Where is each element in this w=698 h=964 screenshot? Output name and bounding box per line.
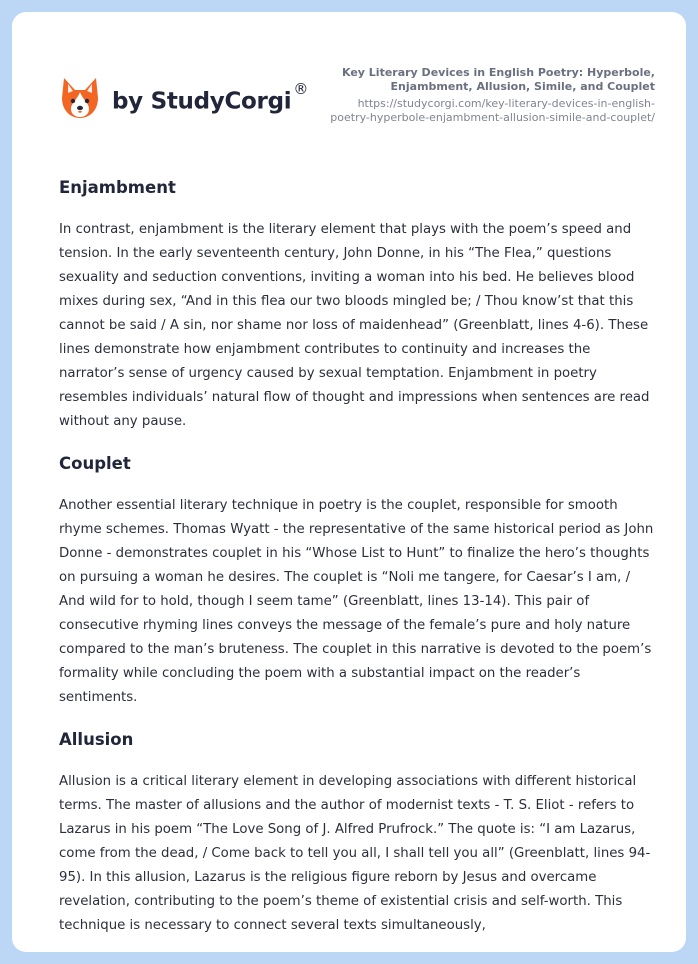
document-title: Key Literary Devices in English Poetry: Hyperbole, Enjambment, Allusion, Simile, and Couplet — [342, 66, 655, 93]
document-meta — [325, 66, 655, 125]
section-heading-allusion: Allusion — [59, 730, 134, 749]
section-paragraph-enjambment: In contrast, enjambment is the literary element that plays with the poem’s speed and tension. In the early seventeenth century, John Donne, in his “The Flea,” questions sexuality and seduction conventions, inviting a woman into his bed. He believes blood mixes during sex, “And in this flea our two bloods mingled be; / Thou know’st that this cannot be said / A sin, nor shame nor loss of maidenhead” (Greenblatt, lines 4-6). These lines demonstrate how enjambment contributes to continuity and increases the narrator’s sense of urgency caused by sexual temptation. Enjambment in poetry resembles individuals’ natural flow of thought and impressions when sentences are read without any pause. — [59, 222, 650, 429]
section-heading-couplet: Couplet — [59, 454, 131, 473]
section-paragraph-couplet: Another essential literary technique in poetry is the couplet, responsible for smooth rhyme schemes. Thomas Wyatt - the representative of the same historical period as John Donne - demonstrates couplet in his “Whose List to Hunt” to finalize the hero’s thoughts on pursuing a woman he desires. The couplet is “Noli me tangere, for Caesar’s I am, / And wild for to hold, though I seem tame” (Greenblatt, lines 13-14). This pair of consecutive rhyming lines conveys the message of the female’s pure and holy nature compared to the man’s bruteness. The couplet in this narrative is devoted to the poem’s formality while concluding the poem with a substantial impact on the reader’s sentiments. — [59, 498, 654, 705]
registered-mark: ® — [293, 79, 309, 98]
page-header — [12, 12, 686, 162]
document-page — [12, 12, 686, 952]
brand-name: by StudyCorgi ® — [112, 79, 309, 115]
studycorgi-logo[interactable] — [60, 76, 308, 120]
article-body — [59, 176, 659, 952]
section-heading-enjambment: Enjambment — [59, 178, 176, 197]
section-paragraph-allusion: Allusion is a critical literary element in developing associations with different historical terms. The master of allusions and the author of modernist texts - T. S. Eliot - refers to Lazarus in his poem “The Love Song of J. Alfred Prufrock.” The quote is: “I am Lazarus, come from the dead, / Come back to tell you all, I shall tell you all” (Greenblatt, lines 94-95). In this allusion, Lazarus is the religious figure reborn by Jesus and overcame revelation, contributing to the poem’s theme of existential crisis and self-worth. This technique is necessary to connect several texts simultaneously, — [59, 774, 651, 933]
corgi-icon — [60, 76, 100, 120]
document-url[interactable]: https://studycorgi.com/key-literary-devices-in-english-poetry-hyperbole-enjambment-allusion-simile-and-couplet/ — [330, 97, 655, 124]
